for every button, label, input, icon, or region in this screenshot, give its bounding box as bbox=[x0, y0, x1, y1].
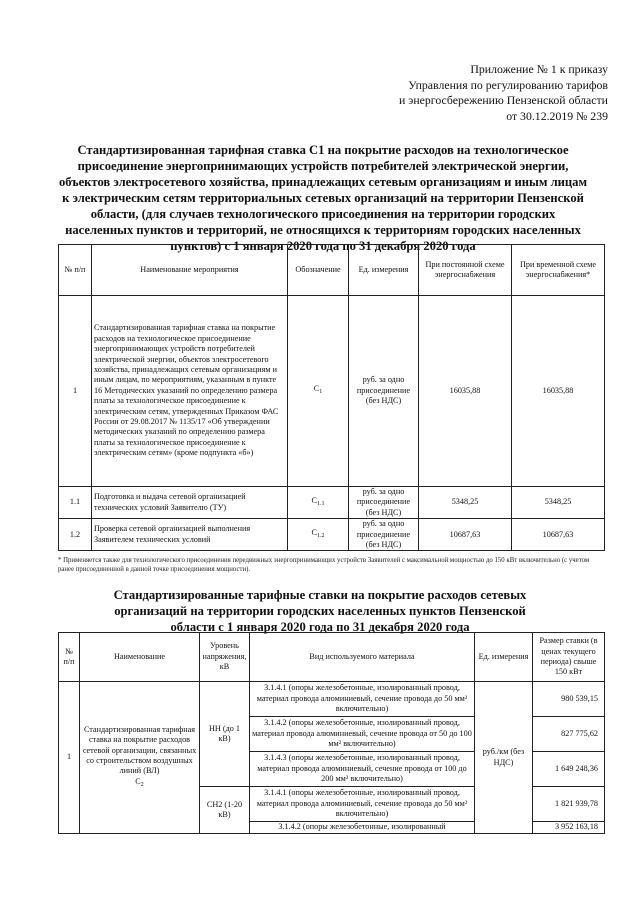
row-designation: $C_2$ bbox=[135, 776, 144, 788]
table-row bbox=[59, 682, 605, 717]
row-material: 3.1.4.1 (опоры железобетонные, изолированный провод, материал провода алюминиевый, сечение провода до 50 мм² включительно) bbox=[250, 682, 475, 717]
row-material: 3.1.4.3 (опоры железобетонные, изолированный провод, материал провода алюминиевый, сечение провода от 100 до 200 мм² включительно) bbox=[250, 752, 475, 787]
order-appendix-header bbox=[328, 62, 608, 124]
row-name: Проверка сетевой организацией выполнения Заявителем технических условий bbox=[92, 519, 288, 551]
row-unit: руб. за одно присоединение (без НДС) bbox=[349, 487, 419, 519]
table-header-row bbox=[59, 245, 605, 296]
header-num: № п/п bbox=[59, 633, 80, 682]
table-row bbox=[59, 487, 605, 519]
header-num: № п/п bbox=[59, 245, 92, 296]
header-material: Вид используемого материала bbox=[250, 633, 475, 682]
header-rate: Размер ставки (в ценах текущего периода) свыше 150 кВт bbox=[533, 633, 605, 682]
row-rate: 3 952 163,18 bbox=[533, 822, 605, 834]
row-unit: руб. за одно присоединение (без НДС) bbox=[349, 296, 419, 487]
row-temporary: 16035,88 bbox=[512, 296, 605, 487]
row-rate: 1 649 248,36 bbox=[533, 752, 605, 787]
row-temporary: 10687,63 bbox=[512, 519, 605, 551]
header-name: Наименование мероприятия bbox=[92, 245, 288, 296]
header-voltage: Уровень напряжения, кВ bbox=[200, 633, 250, 682]
voltage-nn: НН (до 1 кВ) bbox=[200, 682, 250, 787]
row-rate: 980 539,15 bbox=[533, 682, 605, 717]
header-line-1: Приложение № 1 к приказу bbox=[470, 62, 608, 76]
header-permanent: При постоянной схеме энергоснабжения bbox=[419, 245, 512, 296]
row-unit: руб. за одно присоединение (без НДС) bbox=[349, 519, 419, 551]
tariff-table-c1 bbox=[58, 244, 605, 551]
header-line-3: и энергосбережению Пензенской области bbox=[399, 93, 608, 107]
footnote: * Применяется также для технологического присоединения передвижных энергопринимающих устройств Заявителей с максимальной мощностью до 150 кВт включительно (с учетом ранее присоединенной в данной точке присоединения мощности). bbox=[58, 557, 590, 573]
table-header-row bbox=[59, 633, 605, 682]
row-num: 1 bbox=[59, 296, 92, 487]
table-row bbox=[59, 519, 605, 551]
header-line-4: от 30.12.2019 № 239 bbox=[506, 108, 608, 123]
header-line-2: Управления по регулированию тарифов bbox=[408, 77, 608, 92]
table-row bbox=[59, 296, 605, 487]
row-unit: руб./км (без НДС) bbox=[475, 682, 533, 834]
row-designation: $C_1$ bbox=[288, 296, 349, 487]
document-title-c1: Стандартизированная тарифная ставка С1 на покрытие расходов на технологическое присоединение энергопринимающих устройств потребителей электрической энергии, объектов электросетевого хозяйства, принадлежащих сетевым организациям и иным лицам к электрическим сетям территориальных сетевых организаций на территории Пензенской области, (для случаев технологического присоединения на территории городских населенных пунктов и территорий, не относящихся к территориям городских населенных пунктов) с 1 января 2020 года по 31 декабря 2020 года bbox=[58, 143, 588, 253]
tariff-table-c2 bbox=[58, 632, 605, 834]
header-temporary: При временной схеме энергоснабжения* bbox=[512, 245, 605, 296]
header-unit: Ед. измерения bbox=[475, 633, 533, 682]
row-permanent: 10687,63 bbox=[419, 519, 512, 551]
header-designation: Обозначение bbox=[288, 245, 349, 296]
header-unit: Ед. измерения bbox=[349, 245, 419, 296]
row-name: Подготовка и выдача сетевой организацией технических условий Заявителю (ТУ) bbox=[92, 487, 288, 519]
row-rate: 827 775,62 bbox=[533, 717, 605, 752]
row-temporary: 5348,25 bbox=[512, 487, 605, 519]
row-name bbox=[80, 682, 200, 834]
row-num: 1 bbox=[59, 682, 80, 834]
row-rate: 1 821 939,78 bbox=[533, 787, 605, 822]
header-name: Наименование bbox=[80, 633, 200, 682]
row-name: Стандартизированная тарифная ставка на покрытие расходов на технологическое присоединение энергопринимающих устройств потребителей электрической энергии, объектов электросетевого хозяйства, принадлежащих сетевым организациям и иным лицам, по мероприятиям, указанным в пункте 16 Методических указаний по определению размера платы за технологическое присоединение к электрическим сетям, утвержденных Приказом ФАС России от 29.08.2017 № 1135/17 «Об утверждении методических указаний по определению размера платы за технологическое присоединение к электрическим сетям» (кроме подпункта «б») bbox=[92, 296, 288, 487]
row-designation: $C_{1.2}$ bbox=[288, 519, 349, 551]
row-num: 1.2 bbox=[59, 519, 92, 551]
row-designation: $C_{1.1}$ bbox=[288, 487, 349, 519]
row-permanent: 16035,88 bbox=[419, 296, 512, 487]
document-title-c2: Стандартизированные тарифные ставки на покрытие расходов сетевых организаций на территории городских населенных пунктов Пензенской области с 1 января 2020 года по 31 декабря 2020 года bbox=[113, 588, 527, 634]
row-num: 1.1 bbox=[59, 487, 92, 519]
row-material: 3.1.4.2 (опоры железобетонные, изолированный bbox=[250, 822, 475, 834]
row-permanent: 5348,25 bbox=[419, 487, 512, 519]
row-material: 3.1.4.1 (опоры железобетонные, изолированный провод, материал провода алюминиевый, сечение провода до 50 мм² включительно) bbox=[250, 787, 475, 822]
row-material: 3.1.4.2 (опоры железобетонные, изолированный провод, материал провода алюминиевый, сечение провода от 50 до 100 мм² включительно) bbox=[250, 717, 475, 752]
row-name-text: Стандартизированная тарифная ставка на покрытие расходов сетевой организации, связанных со строительством воздушных линий (ВЛ) bbox=[82, 724, 197, 776]
voltage-sn2: СН2 (1-20 кВ) bbox=[200, 787, 250, 834]
